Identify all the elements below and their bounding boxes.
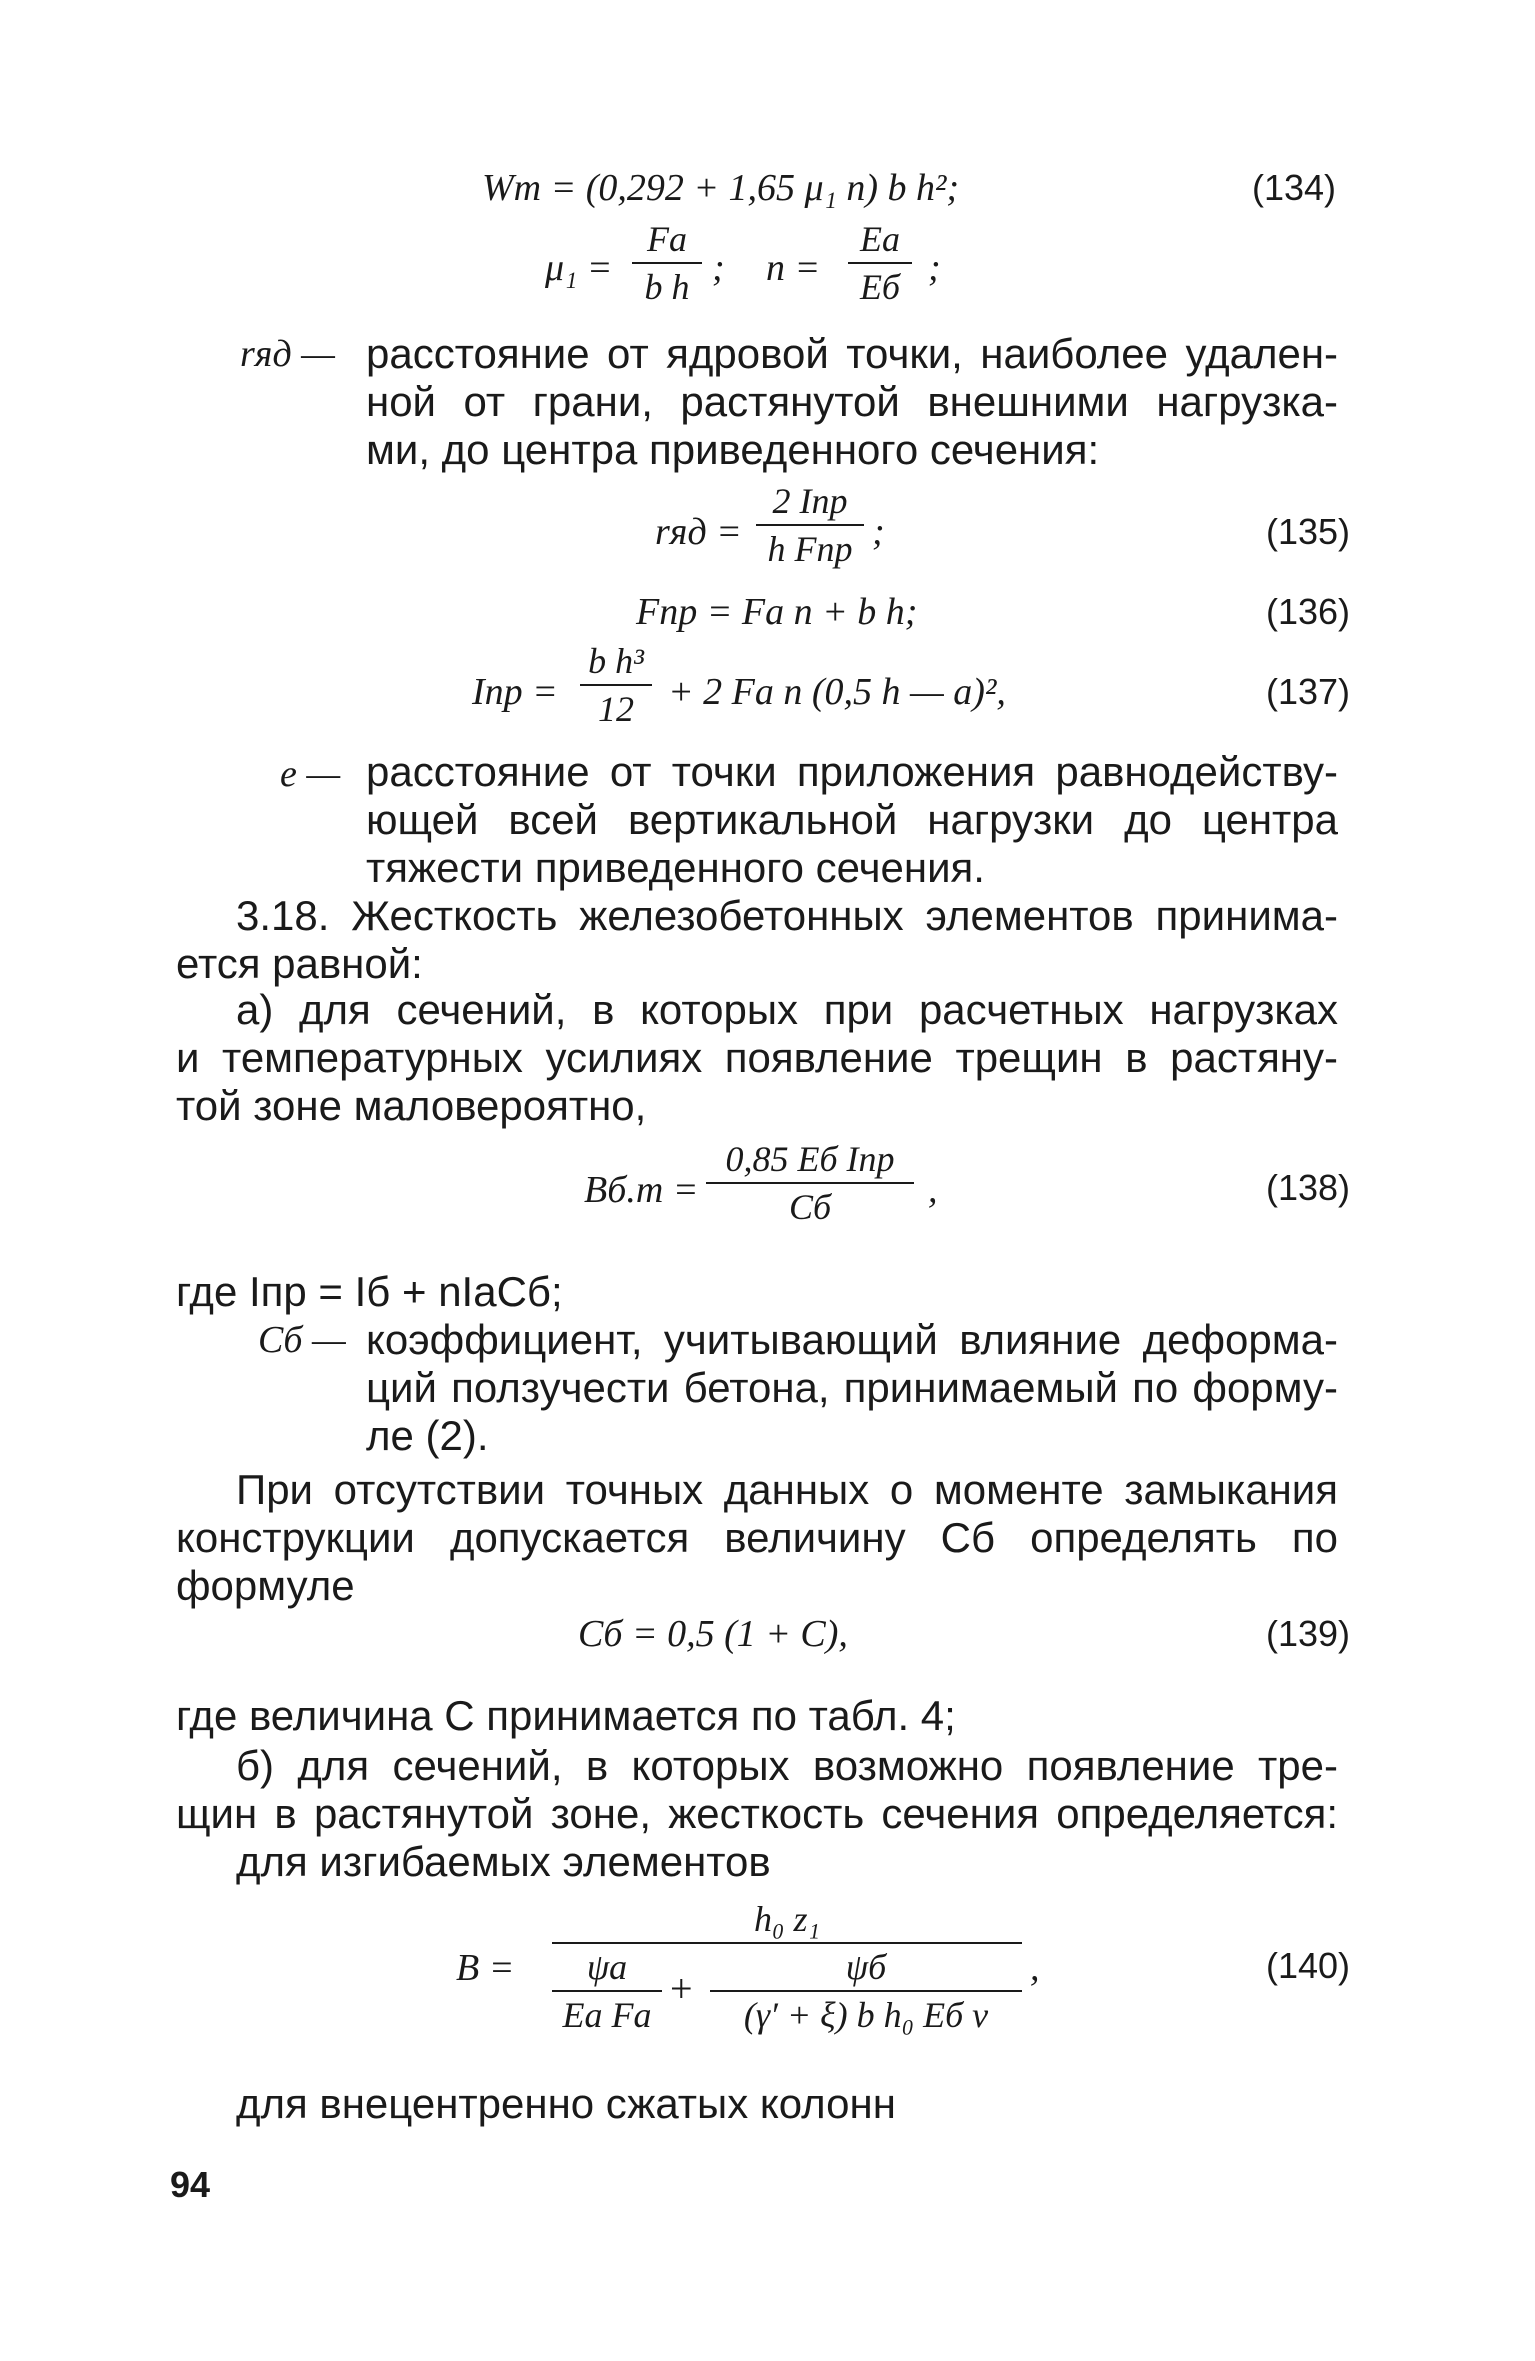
eq137-rest: + 2 Fа n (0,5 h — a)², [668,671,1006,713]
equation-134: Wт = (0,292 + 1,65 μ₁ n) b h²; [482,167,960,209]
equation-136-number: (136) [1266,591,1351,632]
eq137-lhs: Iпр = [472,671,558,713]
cb-text-line-2: ций ползучести бетона, принимаемый по форму- [366,1364,1338,1411]
where-ipr-line: где Iпр = Iб + nIаCб; [176,1268,563,1315]
equation-139: Cб = 0,5 (1 + C), [578,1613,848,1655]
cb-text-line-1: коэффициент, учитывающий влияние деформа- [366,1316,1338,1363]
eq138-end: , [928,1169,938,1211]
item-a-line-3: той зоне маловероятно, [176,1082,647,1129]
e-text-line-1: расстояние от точки приложения равнодейству- [366,748,1338,795]
fraction-bar [756,524,864,526]
eccentric-columns-line: для внецентренно сжатых колонн [236,2080,896,2127]
eq138-denominator: Cб [788,1187,832,1227]
fraction-bar [848,262,912,264]
equation-136: Fпр = Fа n + b h; [636,591,918,633]
eq140-denominator [552,1946,1022,2042]
n-end: ; [928,247,941,289]
ryad-text-line-1: расстояние от ядровой точки, наиболее удален- [366,330,1338,377]
e-symbol: e — [280,753,341,795]
n-lhs: n = [766,247,821,289]
eq140-inner1-numerator: ψа [586,1947,628,1987]
mu-denominator: b h [644,267,690,307]
eq135-lhs: rяд = [655,511,742,553]
absent-line-1: При отсутствии точных данных о моменте замыкания [236,1466,1338,1513]
n-denominator: Eб [859,267,901,307]
item-a-line-2: и температурных усилиях появление трещин в растяну- [176,1034,1338,1081]
n-fraction [848,218,912,308]
fraction-bar [632,262,702,264]
mu-separator: ; [712,247,725,289]
absent-line-3: формуле [176,1562,355,1609]
eq135-denominator: h Fпр [767,529,853,569]
where-c-line: где величина C принимается по табл. 4; [176,1692,956,1739]
ryad-symbol: rяд — [240,333,335,375]
fraction-bar [552,1990,662,1992]
eq138-fraction [706,1138,914,1228]
absent-line-2: конструкции допускается величину Cб определять по [176,1514,1338,1561]
equation-137-number: (137) [1266,671,1351,712]
ryad-text-line-2: ной от грани, растянутой внешними нагрузка- [366,378,1338,425]
eq137-denominator: 12 [598,689,634,729]
fraction-bar [706,1182,914,1184]
n-numerator: Eа [860,219,900,259]
mu-lhs: μ₁ = [545,247,613,289]
eq140-inner2-numerator: ψб [845,1947,887,1987]
mu-numerator: Fа [647,219,687,259]
eq135-end: ; [872,511,885,553]
section-318-line-2: ется равной: [176,940,423,987]
cb-text-line-3: ле (2). [366,1412,489,1459]
eq140-fraction [552,1898,1022,2042]
section-318-line-1: 3.18. Жесткость железобетонных элементов принима- [236,892,1338,939]
eq140-inner-fraction-1 [552,1946,662,2036]
bending-elements-line: для изгибаемых элементов [236,1838,771,1885]
ryad-text-line-3: ми, до центра приведенного сечения: [366,426,1100,473]
eq140-end: , [1030,1947,1040,1989]
eq137-numerator: b h³ [588,641,644,681]
equation-139-number: (139) [1266,1613,1351,1654]
eq138-numerator: 0,85 Eб Iпр [725,1139,895,1179]
equation-138-number: (138) [1266,1167,1351,1208]
cb-symbol: Cб — [258,1319,346,1361]
mu-fraction [632,218,702,308]
item-b-line-2: щин в растянутой зоне, жесткость сечения определяется: [176,1790,1338,1837]
eq140-plus: + [670,1966,693,2011]
eq135-fraction [756,480,864,570]
eq138-lhs: Bб.т = [584,1169,699,1211]
eq140-inner-fraction-2 [710,1946,1022,2036]
e-text-line-2: ющей всей вертикальной нагрузки до центра [366,796,1338,843]
equation-134-number: (134) [1252,167,1337,208]
eq137-fraction [580,640,652,730]
eq140-lhs: B = [456,1947,515,1989]
fraction-bar [552,1942,1022,1944]
eq140-inner2-denominator: (γ′ + ξ) b h₀ Eб ν [743,1995,989,2035]
equation-140-number: (140) [1266,1945,1351,1986]
equation-135-number: (135) [1266,511,1351,552]
eq135-numerator: 2 Iпр [772,481,848,521]
page-number: 94 [170,2164,211,2205]
fraction-bar [710,1990,1022,1992]
item-a-line-1: а) для сечений, в которых при расчетных нагрузках [236,986,1338,1033]
eq140-numerator: h₀ z₁ [753,1899,821,1939]
e-text-line-3: тяжести приведенного сечения. [366,844,985,891]
fraction-bar [580,684,652,686]
eq140-inner1-denominator: Eа Fа [562,1995,652,2035]
item-b-line-1: б) для сечений, в которых возможно появление тре- [236,1742,1338,1789]
